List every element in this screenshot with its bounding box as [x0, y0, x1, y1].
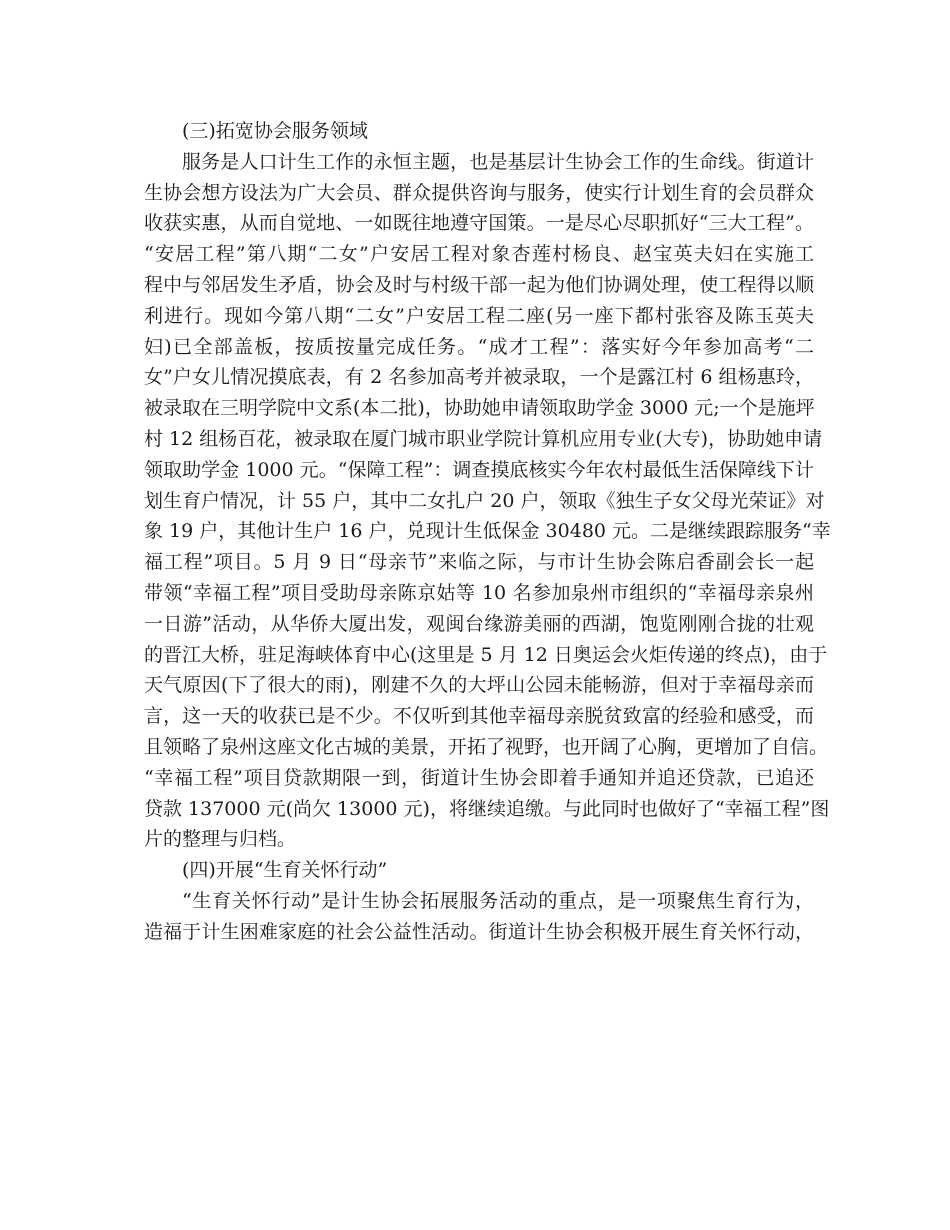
- text-line: 片的整理与归档。: [144, 828, 297, 851]
- text-line: 贷款 137000 元(尚欠 13000 元)，将继续追缴。与此同时也做好了“幸福工程”图: [144, 797, 830, 820]
- document-body: [144, 116, 831, 948]
- text-line: 服务是人口计生工作的永恒主题，也是基层计生协会工作的生命线。街道计: [182, 150, 814, 173]
- text-line: 造福于计生困难家庭的社会公益性活动。街道计生协会积极开展生育关怀行动，: [144, 920, 814, 943]
- text-line: 收获实惠，从而自觉地、一如既往地遵守国策。一是尽心尽职抓好“三大工程”。: [144, 212, 814, 235]
- text-line: 且领略了泉州这座文化古城的美景，开拓了视野，也开阔了心胸，更增加了自信。: [144, 735, 829, 758]
- text-line: 程中与邻居发生矛盾，协会及时与村级干部一起为他们协调处理，使工程得以顺: [144, 273, 814, 296]
- text-line: 妇)已全部盖板，按质按量完成任务。“成才工程”：落实好今年参加高考“二: [144, 335, 814, 358]
- text-line: 象 19 户，其他计生户 16 户，兑现计生低保金 30480 元。二是继续跟踪服务“幸: [144, 520, 831, 543]
- text-line: “生育关怀行动”是计生协会拓展服务活动的重点，是一项聚焦生育行为，: [182, 889, 814, 912]
- text-line: 言，这一天的收获已是不少。不仅听到其他幸福母亲脱贫致富的经验和感受，而: [144, 705, 814, 728]
- text-line: 一日游”活动，从华侨大厦出发，观闽台缘游美丽的西湖，饱览刚刚合拢的壮观: [144, 612, 814, 635]
- text-line: 生协会想方设法为广大会员、群众提供咨询与服务，使实行计划生育的会员群众: [144, 181, 814, 204]
- text-line: 利进行。现如今第八期“二女”户安居工程二座(另一座下都村张容及陈玉英夫: [144, 304, 814, 327]
- text-line: “幸福工程”项目贷款期限一到，街道计生协会即着手通知并追还贷款，已追还: [144, 766, 814, 789]
- text-line: 的晋江大桥，驻足海峡体育中心(这里是 5 月 12 日奥运会火炬传递的终点)，由于: [144, 643, 828, 666]
- text-line: “安居工程”第八期“二女”户安居工程对象杏莲村杨良、赵宝英夫妇在实施工: [144, 243, 814, 266]
- text-line: (三)拓宽协会服务领域: [182, 120, 368, 142]
- text-line: 领取助学金 1000 元。“保障工程”：调查摸底核实今年农村最低生活保障线下计: [144, 458, 814, 481]
- text-line: 村 12 组杨百花，被录取在厦门城市职业学院计算机应用专业(大专)，协助她申请: [144, 427, 823, 450]
- text-line: 天气原因(下了很大的雨)，刚建不久的大坪山公园未能畅游，但对于幸福母亲而: [144, 674, 814, 697]
- text-line: (四)开展“生育关怀行动”: [182, 859, 388, 882]
- text-line: 带领“幸福工程”项目受助母亲陈京姑等 10 名参加泉州市组织的“幸福母亲泉州: [144, 581, 814, 604]
- text-line: 划生育户情况，计 55 户，其中二女扎户 20 户，领取《独生子女父母光荣证》对: [144, 489, 825, 512]
- text-line: 女”户女儿情况摸底表，有 2 名参加高考并被录取，一个是露江村 6 组杨惠玲，: [144, 366, 814, 389]
- text-line: 被录取在三明学院中文系(本二批)，协助她申请领取助学金 3000 元;一个是施坪: [144, 397, 815, 420]
- text-line: 福工程”项目。5 月 9 日“母亲节”来临之际，与市计生协会陈启香副会长一起: [144, 551, 814, 574]
